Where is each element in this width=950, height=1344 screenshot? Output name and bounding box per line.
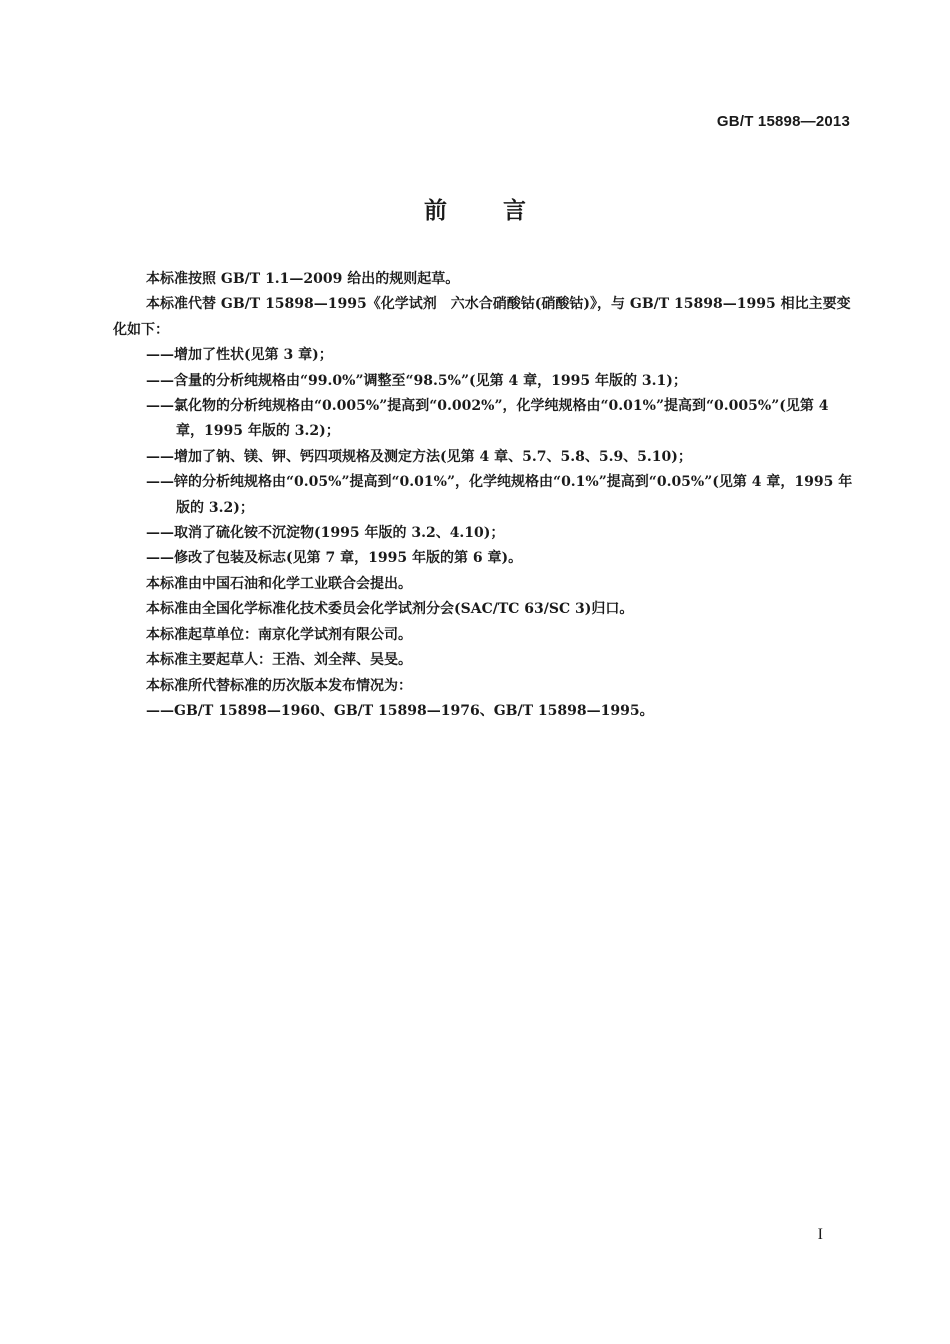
paragraph-replacement: 本标准代替 GB/T 15898—1995《化学试剂 六水合硝酸钴(硝酸钴)》，与 GB/T 15898—1995 相比主要变化如下： bbox=[113, 296, 851, 338]
page-title: 前言 bbox=[424, 198, 582, 224]
change-item: ——增加了性状(见第 3 章)； bbox=[146, 347, 333, 364]
change-item: ——增加了钠、镁、钾、钙四项规格及测定方法(见第 4 章、5.7、5.8、5.9、5.10)； bbox=[146, 448, 692, 465]
page-number: I bbox=[817, 1226, 823, 1243]
paragraph-drafters: 本标准主要起草人：王浩、刘全萍、吴旻。 bbox=[146, 652, 412, 669]
document-body bbox=[113, 267, 853, 724]
paragraph-proposer: 本标准由中国石油和化学工业联合会提出。 bbox=[146, 575, 412, 592]
change-item: ——氯化物的分析纯规格由“0.005%”提高到“0.002%”，化学纯规格由“0.01%”提高到“0.005%”(见第 4 章，1995 年版的 3.2)； bbox=[146, 398, 829, 440]
paragraph-drafting-rules: 本标准按照 GB/T 1.1—2009 给出的规则起草。 bbox=[146, 271, 460, 287]
change-item: ——修改了包装及标志(见第 7 章，1995 年版的第 6 章)。 bbox=[146, 550, 523, 567]
change-item: ——取消了硫化铵不沉淀物(1995 年版的 3.2、4.10)； bbox=[146, 525, 505, 542]
history-item: ——GB/T 15898—1960、GB/T 15898—1976、GB/T 15898—1995。 bbox=[146, 702, 654, 719]
paragraph-drafting-unit: 本标准起草单位：南京化学试剂有限公司。 bbox=[146, 626, 412, 643]
paragraph-history-intro: 本标准所代替标准的历次版本发布情况为： bbox=[146, 677, 412, 694]
paragraph-technical-committee: 本标准由全国化学标准化技术委员会化学试剂分会(SAC/TC 63/SC 3)归口。 bbox=[146, 601, 634, 618]
standard-number: GB/T 15898—2013 bbox=[716, 113, 850, 130]
change-item: ——含量的分析纯规格由“99.0%”调整至“98.5%”(见第 4 章，1995 年版的 3.1)； bbox=[146, 372, 687, 389]
change-item: ——锌的分析纯规格由“0.05%”提高到“0.01%”，化学纯规格由“0.1%”提高到“0.05%”(见第 4 章，1995 年版的 3.2)； bbox=[146, 474, 853, 516]
